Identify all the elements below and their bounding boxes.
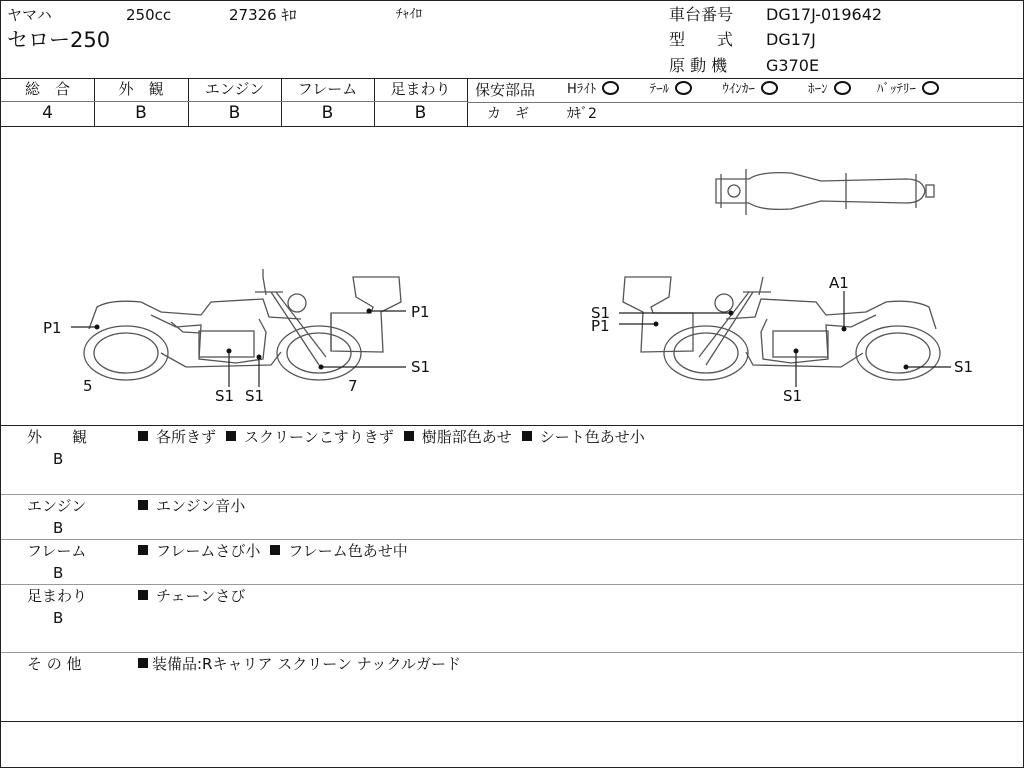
remark-items	[138, 544, 408, 559]
damage-label: P1	[43, 319, 62, 337]
other-text: 装備品:Rキャリア スクリーン ナックルガード	[138, 657, 461, 672]
remark-item: 樹脂部色あせ	[421, 428, 512, 446]
remark-item: フレームさび小	[156, 542, 261, 560]
damage-label: S1	[215, 387, 235, 405]
safety-item-battery: ﾊﾞｯﾃﾘｰ	[877, 82, 939, 97]
remark-item: スクリーンこすりきず	[244, 428, 394, 446]
remark-category: フレーム	[27, 542, 87, 560]
remark-item: 各所きず	[156, 428, 217, 446]
bullet-square-icon	[226, 431, 236, 441]
bullet-square-icon	[404, 431, 414, 441]
model-code-label: 型 式	[669, 30, 734, 49]
ok-circle-icon	[761, 81, 778, 95]
remark-item: シート色あせ小	[539, 428, 645, 446]
bullet-square-icon	[138, 431, 148, 441]
model-code: DG17J	[766, 30, 816, 49]
engine-code: G370E	[766, 56, 820, 75]
remark-item: フレーム色あせ中	[288, 542, 408, 560]
safety-label: 保安部品	[475, 81, 536, 99]
maker: ヤマハ	[7, 6, 52, 24]
bullet-square-icon	[138, 545, 148, 555]
bike-diagram	[1, 127, 1023, 425]
damage-label: S1	[783, 387, 803, 405]
divider	[1, 78, 1023, 79]
score-label: 総 合	[24, 80, 70, 98]
safety-item-horn: ﾎｰﾝ	[808, 82, 851, 97]
divider	[1, 539, 1023, 540]
damage-label: S1	[591, 304, 611, 322]
score-label: フレーム	[297, 80, 358, 98]
bullet-square-icon	[138, 658, 148, 668]
score-value: 4	[42, 103, 53, 123]
other-label: そ の 他	[27, 655, 82, 673]
damage-label: S1	[954, 358, 974, 376]
bullet-square-icon	[270, 545, 280, 555]
displacement: 250cc	[126, 6, 172, 24]
left-bike-outline	[84, 269, 401, 380]
remark-grade: B	[53, 519, 64, 537]
remark-items	[138, 499, 245, 514]
remark-items	[138, 589, 245, 604]
top-view-outline	[716, 169, 934, 215]
remark-grade: B	[53, 450, 64, 468]
divider	[1, 721, 1023, 722]
divider	[467, 102, 1023, 103]
score-label: 外 観	[118, 80, 164, 98]
remark-grade: B	[53, 609, 64, 627]
remark-category: 足まわり	[27, 587, 88, 605]
damage-label: A1	[829, 274, 849, 292]
ok-circle-icon	[602, 81, 619, 95]
frame-no-label: 車台番号	[669, 5, 734, 24]
divider	[1, 101, 467, 102]
damage-label: 5	[83, 377, 93, 395]
safety-item-tail: ﾃｰﾙ	[650, 82, 693, 97]
ok-circle-icon	[675, 81, 692, 95]
color: ﾁｬｲﾛ	[396, 7, 422, 22]
damage-label: S1	[245, 387, 265, 405]
bullet-square-icon	[522, 431, 532, 441]
divider	[1, 494, 1023, 495]
divider	[1, 584, 1023, 585]
divider	[1, 425, 1023, 426]
remark-grade: B	[53, 564, 64, 582]
damage-label: P1	[411, 303, 430, 321]
ok-circle-icon	[922, 81, 939, 95]
safety-items	[567, 83, 939, 96]
engine-label: 原 動 機	[669, 56, 728, 75]
score-value: B	[228, 103, 241, 123]
score-label: エンジン	[204, 80, 265, 98]
remark-item: エンジン音小	[156, 497, 246, 515]
safety-item-winker: ｳｲﾝｶｰ	[722, 82, 778, 97]
right-bike-outline	[623, 277, 940, 380]
divider	[1, 652, 1023, 653]
damage-label: 7	[348, 377, 358, 395]
damage-label: S1	[411, 358, 431, 376]
damage-label: P1	[591, 317, 610, 335]
key-label: カ ギ	[487, 106, 529, 122]
score-value: B	[135, 103, 147, 123]
frame-no: DG17J-019642	[766, 5, 883, 24]
remark-category: エンジン	[27, 497, 87, 515]
score-label: 足まわり	[390, 80, 451, 98]
bullet-square-icon	[138, 500, 148, 510]
remark-item: チェーンさび	[156, 587, 246, 605]
remark-category: 外 観	[27, 428, 88, 446]
score-value: B	[321, 103, 334, 123]
key-value: ｶｷﾞ2	[567, 106, 597, 122]
model-name: セロー250	[7, 28, 111, 52]
score-value: B	[414, 103, 427, 123]
safety-item-headlight: Hﾗｲﾄ	[567, 82, 619, 97]
ok-circle-icon	[834, 81, 851, 95]
remark-items	[138, 430, 645, 445]
mileage: 27326 ｷﾛ	[229, 6, 297, 24]
bullet-square-icon	[138, 590, 148, 600]
